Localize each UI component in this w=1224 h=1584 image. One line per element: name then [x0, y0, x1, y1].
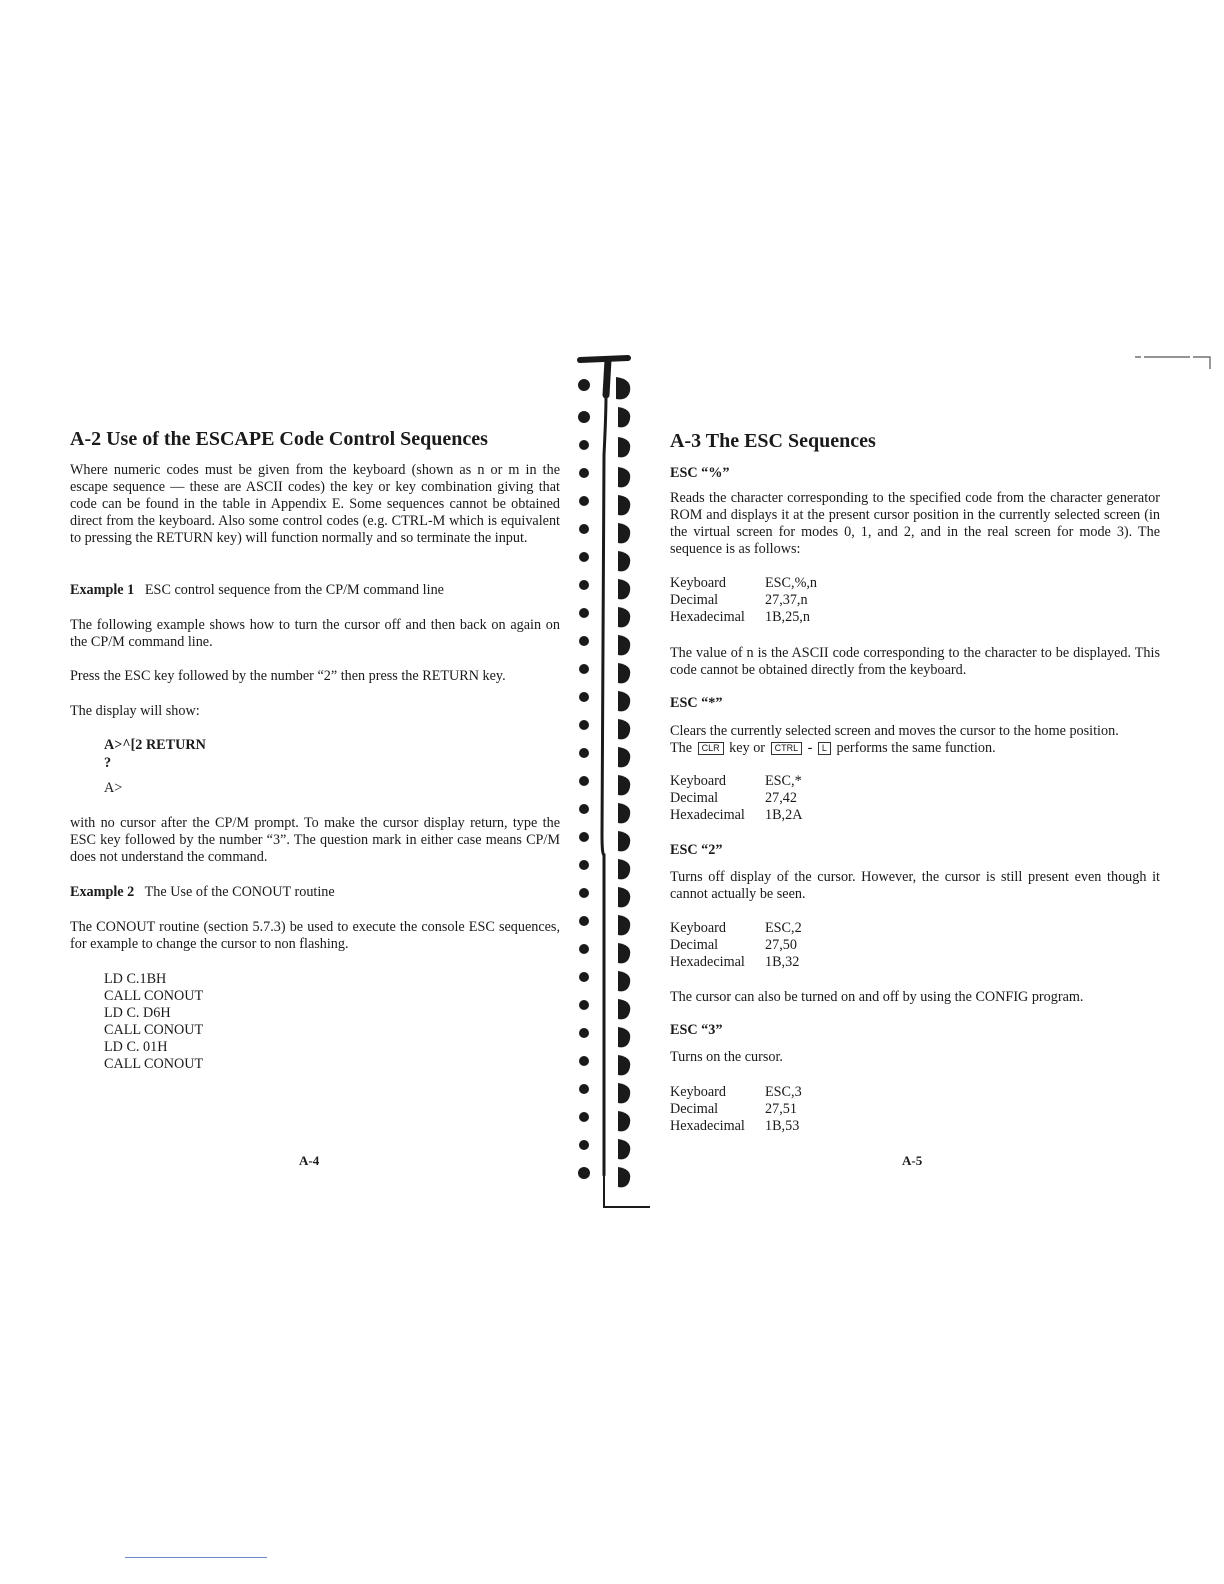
page-number-right: A-5	[902, 1153, 923, 1168]
code-row	[670, 1101, 802, 1118]
code-label: Decimal	[670, 592, 719, 608]
esc-star-title: ESC “*”	[670, 695, 723, 711]
text-fragment: key or	[729, 740, 766, 756]
esc-percent-description: Reads the character corresponding to the specified code from the character generator ROM and displays it at the present cursor position in the currently selected screen (in the virtual screen for modes 0, 1, and 2, and in the real screen for mode 3). The sequence is as follows:	[670, 490, 1160, 557]
code-row	[670, 592, 817, 609]
code-value: 1B,25,n	[765, 609, 810, 625]
code-label: Hexadecimal	[670, 807, 745, 823]
bottom-rule	[125, 1557, 267, 1558]
esc-3-title: ESC “3”	[670, 1022, 723, 1038]
code-value: ESC,3	[765, 1084, 802, 1100]
page-number-left: A-4	[299, 1153, 320, 1168]
code-label: Hexadecimal	[670, 1118, 745, 1134]
code-value: 1B,2A	[765, 807, 803, 823]
esc-percent-codes	[670, 575, 817, 626]
code-line: CALL CONOUT	[104, 1056, 204, 1072]
code-label: Keyboard	[670, 920, 726, 936]
example1-paragraph-2: Press the ESC key followed by the number “2” then press the RETURN key.	[70, 668, 506, 684]
text-fragment: The	[670, 740, 693, 756]
section-heading-a3: A-3 The ESC Sequences	[670, 430, 876, 452]
code-value: ESC,*	[765, 773, 802, 789]
ctrl-key-icon: CTRL	[771, 742, 803, 755]
example1-paragraph-1: The following example shows how to turn the cursor off and then back on again on the CP/M command line.	[70, 617, 560, 650]
display-line-prompt-2: A>	[104, 780, 123, 796]
code-value: 1B,32	[765, 954, 800, 970]
code-value: ESC,2	[765, 920, 802, 936]
example2-label: Example 2	[70, 884, 135, 900]
section-heading-a2: A-2 Use of the ESCAPE Code Control Sequences	[70, 428, 488, 450]
l-key-icon: L	[818, 742, 831, 755]
code-label: Keyboard	[670, 1084, 726, 1100]
esc-3-codes	[670, 1084, 802, 1135]
display-line-prompt: A>^[2 RETURN	[104, 737, 206, 753]
code-line: CALL CONOUT	[104, 988, 204, 1004]
code-row	[670, 609, 817, 626]
esc-percent-note: The value of n is the ASCII code corresponding to the character to be displayed. This code cannot be obtained directly from the keyboard.	[670, 645, 1160, 678]
code-label: Hexadecimal	[670, 609, 745, 625]
display-line-question: ?	[104, 755, 112, 771]
code-row	[670, 920, 802, 937]
code-row	[670, 1118, 802, 1135]
code-line: LD C. D6H	[104, 1005, 171, 1021]
text-fragment: -	[807, 740, 813, 756]
code-label: Hexadecimal	[670, 954, 745, 970]
code-value: 27,50	[765, 937, 797, 953]
code-value: 27,37,n	[765, 592, 808, 608]
clr-key-icon: CLR	[698, 742, 724, 755]
corner-rule-mark	[1135, 355, 1215, 375]
code-line: CALL CONOUT	[104, 1022, 204, 1038]
esc-2-title: ESC “2”	[670, 842, 723, 858]
code-line: LD C.1BH	[104, 971, 167, 987]
example2-paragraph-1: The CONOUT routine (section 5.7.3) be used to execute the console ESC sequences, for example to change the cursor to non flashing.	[70, 919, 560, 952]
example1-paragraph-3: The display will show:	[70, 703, 200, 719]
code-value: ESC,%,n	[765, 575, 818, 591]
code-row	[670, 937, 802, 954]
esc-2-note: The cursor can also be turned on and off by using the CONFIG program.	[670, 989, 1084, 1005]
example1-heading	[70, 582, 444, 599]
code-row	[670, 1084, 802, 1101]
intro-paragraph: Where numeric codes must be given from the keyboard (shown as n or m in the escape sequence — these are ASCII codes) the key or key combination giving that code can be found in the table in Appendix E. Some sequences cannot be obtained direct from the keyboard. Also some control codes (e.g. CTRL-M which is equivalent to pressing the RETURN key) will function normally and so terminate the input.	[70, 462, 560, 546]
code-row	[670, 575, 817, 592]
example1-paragraph-4: with no cursor after the CP/M prompt. To make the cursor display return, type the ESC key followed by the number “3”. The question mark in either case means CP/M does not understand the command.	[70, 815, 560, 865]
esc-star-description: Clears the currently selected screen and moves the cursor to the home position.	[670, 723, 1119, 739]
example2-heading	[70, 884, 335, 901]
code-row	[670, 773, 802, 790]
spiral-binding-icon	[570, 355, 650, 1215]
text-fragment: performs the same function.	[836, 740, 996, 756]
esc-2-description: Turns off display of the cursor. However, the cursor is still present even though it cannot actually be seen.	[670, 869, 1160, 902]
code-label: Decimal	[670, 937, 719, 953]
code-row	[670, 790, 802, 807]
code-label: Decimal	[670, 1101, 719, 1117]
code-label: Keyboard	[670, 773, 726, 789]
code-label: Decimal	[670, 790, 719, 806]
example2-title: The Use of the CONOUT routine	[144, 884, 335, 900]
example1-label: Example 1	[70, 582, 135, 598]
esc-percent-title: ESC “%”	[670, 465, 730, 481]
code-row	[670, 807, 802, 824]
example1-title: ESC control sequence from the CP/M command line	[144, 582, 444, 598]
code-value: 27,51	[765, 1101, 797, 1117]
esc-star-codes	[670, 773, 802, 824]
code-value: 1B,53	[765, 1118, 800, 1134]
esc-2-codes	[670, 920, 802, 971]
esc-star-description-keys	[670, 740, 996, 757]
code-label: Keyboard	[670, 575, 726, 591]
esc-3-description: Turns on the cursor.	[670, 1049, 783, 1065]
code-line: LD C. 01H	[104, 1039, 168, 1055]
code-row	[670, 954, 802, 971]
code-value: 27,42	[765, 790, 797, 806]
